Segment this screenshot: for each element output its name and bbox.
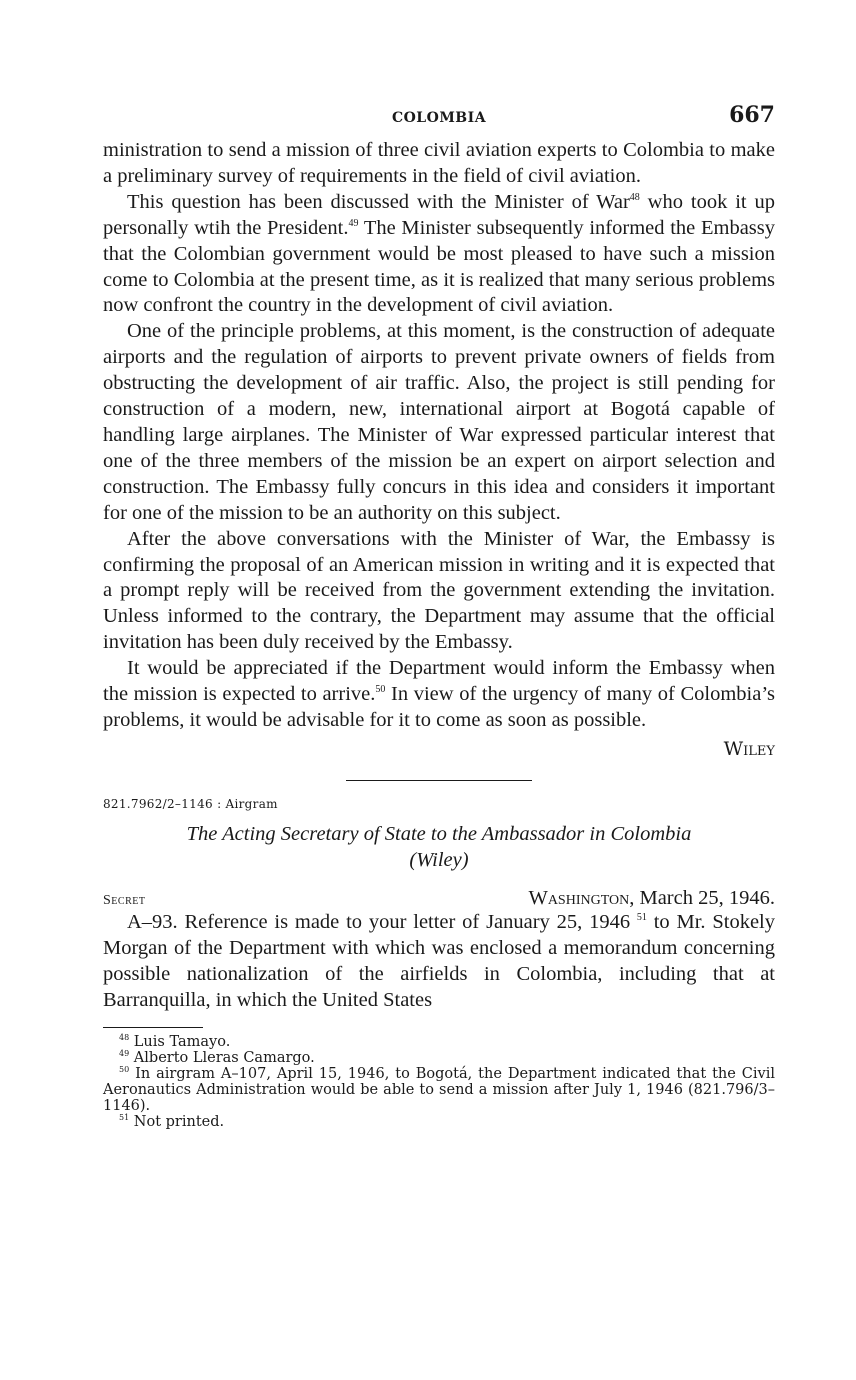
file-number: 821.7962/2–1146 : Airgram [103,796,278,811]
letter-body [103,138,775,734]
footnote-51 [103,1114,775,1130]
footnote-49 [103,1050,775,1066]
footnote-48 [103,1034,775,1050]
document-title-line-1: The Acting Secretary of State to the Ambassador in Colombia [186,822,692,845]
airgram-text-a: A–93. Reference is made to your letter of January 25, 1946 [127,910,637,933]
footnote-50 [103,1066,775,1114]
paragraph-2-text-a: This question has been discussed with the Minister of War [127,190,630,213]
paragraph-2 [103,190,775,320]
paragraph-2-text-c: The Minister subsequently informed the Embassy that the Colombian government would be most pleased to have such a mission come to Colombia at the present time, as it is realized that many serious problems now confront the country in the development of civil aviation. [103,216,775,317]
paragraph-2-text-b: who took it up personally wtih the President. [103,190,775,239]
footnote-48-number: 48 [119,1033,130,1043]
footnote-ref-51: 51 [636,912,647,924]
airgram-body [103,910,775,1014]
dateline-place: Washington, [528,886,635,909]
footnote-ref-50: 50 [375,684,386,696]
document-title [103,821,775,873]
footnote-48-text: Luis Tamayo. [129,1034,231,1051]
paragraph-1: ministration to send a mission of three civil aviation experts to Colombia to make a preliminary survey of requirements in the field of civil aviation. [103,139,775,187]
paragraph-5 [103,656,775,734]
footnote-divider [103,1027,203,1028]
running-head: COLOMBIA [391,110,487,126]
dateline-date: March 25, 1946. [634,886,775,909]
paragraph-3: One of the principle problems, at this moment, is the construction of adequate airports and the regulation of airports to prevent private owners of fields from obstructing the development of air traffic. Also, the project is still pending for construction of a modern, new, international airport at Bogotá capable of handling large airplanes. The Minister of War expressed particular interest that one of the three members of the mission be an expert on airport selection and construction. The Embassy fully concurs in this idea and considers it important for one of the mission to be an authority on this subject. [103,320,775,524]
document-title-line-2: (Wiley) [409,848,469,871]
dateline [528,887,775,910]
classification-label: Secret [103,892,146,908]
paragraph-5-text-b: In view of the urgency of many of Colombia’s problems, it would be advisable for it to come as soon as possible. [103,683,776,731]
page-number: 667 [729,102,775,128]
footnote-51-text: Not printed. [129,1114,225,1131]
footnote-51-number: 51 [119,1113,130,1123]
footnote-49-text: Alberto Lleras Camargo. [129,1050,315,1067]
footnote-ref-48: 48 [629,191,640,203]
page-header [103,102,775,138]
section-divider [346,780,532,781]
footnote-49-number: 49 [119,1049,130,1059]
footnotes [103,1034,775,1130]
airgram-paragraph [103,910,775,1014]
airgram-text-b: to Mr. Stokely Morgan of the Department with which was enclosed a memorandum concerning possible nationalization of the airfields in Colombia, including that at Barranquilla, in which the United States [103,910,775,1011]
paragraph-4: After the above conversations with the Minister of War, the Embassy is confirming the proposal of an American mission in writing and it is expected that a prompt reply will be received from the government extending the invitation. Unless informed to the contrary, the Department may assume that the official invitation has been duly received by the Embassy. [103,527,775,654]
signature: Wiley [723,737,775,760]
document-page [103,102,775,1130]
footnote-50-text: In airgram A–107, April 15, 1946, to Bogotá, the Department indicated that the Civil Aeronautics Administration would be able to send a mission after July 1, 1946 (821.796/3–1146). [103,1066,775,1115]
footnote-50-number: 50 [119,1065,130,1075]
paragraph-5-text-a: It would be appreciated if the Department would inform the Embassy when the mission is expected to arrive. [103,657,775,706]
footnote-ref-49: 49 [348,217,359,229]
document-meta [103,887,775,910]
